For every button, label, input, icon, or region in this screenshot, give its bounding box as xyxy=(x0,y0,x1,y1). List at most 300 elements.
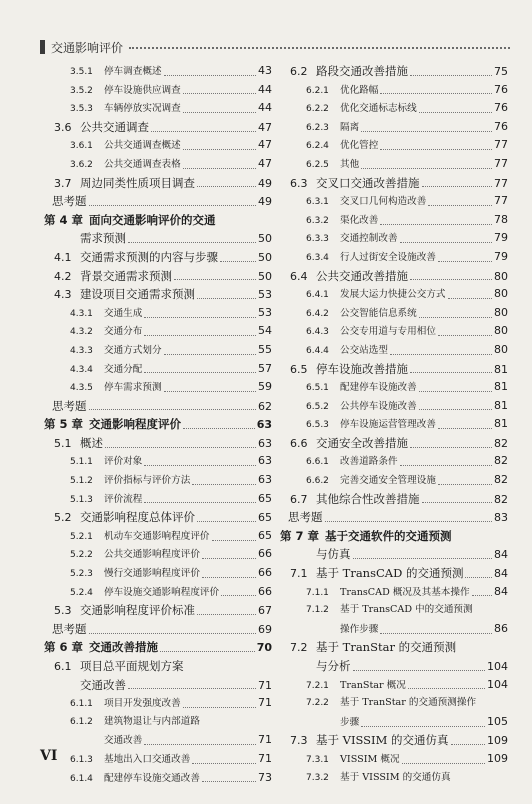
toc-dot-leader xyxy=(144,744,256,745)
toc-entry-title: 停车调查概述 xyxy=(104,66,162,77)
toc-entry-number: 6.1.3 xyxy=(70,754,93,765)
toc-entry xyxy=(280,62,508,81)
toc-entry-page: 49 xyxy=(258,195,272,209)
toc-entry-number: 7.2.2 xyxy=(306,698,329,709)
toc-entry xyxy=(280,211,508,230)
toc-dot-leader xyxy=(438,428,492,429)
toc-entry-page: 80 xyxy=(494,305,508,319)
toc-entry-page: 53 xyxy=(258,288,272,302)
toc-entry xyxy=(280,360,508,379)
toc-entry xyxy=(280,583,508,602)
toc-entry-number: 7.2.1 xyxy=(306,680,329,691)
toc-entry-title: 公共交通调查表格 xyxy=(104,158,181,170)
toc-entry-number: 4.3.3 xyxy=(70,345,93,356)
toc-entry-title: 交通影响程度总体评价 xyxy=(80,510,195,525)
toc-entry xyxy=(44,638,272,657)
toc-entry-title: 交通分配 xyxy=(104,363,143,375)
toc-dot-leader xyxy=(197,614,256,615)
toc-entry-page: 53 xyxy=(258,305,272,319)
toc-entry-page: 65 xyxy=(258,511,272,525)
toc-entry-page: 104 xyxy=(487,677,508,691)
toc-entry-number: 3.6 xyxy=(54,120,72,134)
toc-entry-title: 公共交通调查 xyxy=(80,119,149,134)
toc-entry-title: 交通影响程度评价标准 xyxy=(80,603,195,618)
toc-entry-number: 6.2 xyxy=(290,65,308,78)
toc-entry-title: 建设项目交通需求预测 xyxy=(80,287,195,302)
toc-entry-page: 79 xyxy=(494,249,508,263)
toc-entry-page: 62 xyxy=(258,399,272,413)
toc-entry xyxy=(44,657,272,676)
toc-entry-title: 配建停车设施改善 xyxy=(340,382,417,394)
toc-entry-title: 交通改善措施 xyxy=(89,640,159,655)
toc-dot-leader xyxy=(390,354,492,355)
toc-dot-leader xyxy=(419,409,492,410)
toc-entry-number: 5.2.4 xyxy=(70,587,93,598)
toc-entry-title: 基于交通软件的交通预测 xyxy=(325,528,452,543)
toc-dot-leader xyxy=(151,131,256,132)
toc-dot-leader xyxy=(128,242,256,243)
toc-entry xyxy=(280,545,508,564)
toc-entry xyxy=(280,229,508,248)
toc-dot-leader xyxy=(419,112,492,113)
toc-entry xyxy=(280,192,508,211)
toc-entry-page: 50 xyxy=(258,232,272,246)
toc-entry-page: 44 xyxy=(258,101,272,115)
toc-entry xyxy=(44,676,272,695)
toc-entry-page: 77 xyxy=(494,138,508,152)
toc-entry-number: 6.2.1 xyxy=(306,85,329,96)
toc-entry-page: 66 xyxy=(258,584,272,598)
toc-entry xyxy=(280,397,508,416)
toc-entry-number: 6.2.3 xyxy=(306,122,329,133)
toc-entry-title: 交通需求预测的内容与步骤 xyxy=(80,249,218,264)
header-marker xyxy=(40,40,45,54)
toc-entry-title: 停车设施运营管理改善 xyxy=(340,419,436,431)
toc-entry xyxy=(44,471,272,490)
toc-entry-title: 概述 xyxy=(80,435,103,450)
toc-entry-title: 步骤 xyxy=(340,716,360,728)
toc-entry-title: TranStar 概况 xyxy=(340,679,406,691)
toc-dot-leader xyxy=(192,484,256,485)
toc-entry-page: 43 xyxy=(258,64,272,77)
toc-entry-number: 6.1.4 xyxy=(70,773,93,784)
toc-entry-page: 47 xyxy=(258,120,272,134)
toc-entry xyxy=(44,731,272,750)
toc-entry xyxy=(44,322,272,341)
toc-entry-page: 69 xyxy=(258,622,272,636)
toc-entry xyxy=(280,713,508,732)
toc-entry-number: 6.6.1 xyxy=(306,457,329,468)
toc-entry-number: 3.5.3 xyxy=(70,104,93,115)
toc-entry-page: 77 xyxy=(494,194,508,208)
toc-dot-leader xyxy=(144,317,256,318)
toc-entry xyxy=(280,638,508,657)
toc-dot-leader xyxy=(89,633,257,634)
toc-dot-leader xyxy=(197,186,256,187)
toc-dot-leader xyxy=(361,131,492,132)
toc-entry-title: 面向交通影响评价的交通 xyxy=(89,212,216,227)
toc-entry-number: 7.2 xyxy=(290,641,308,655)
toc-entry xyxy=(280,267,508,286)
toc-entry xyxy=(280,248,508,267)
toc-entry xyxy=(280,118,508,137)
toc-entry-title: 交通改善 xyxy=(80,677,126,692)
toc-dot-leader xyxy=(174,279,256,280)
toc-entry-title: 交通方式划分 xyxy=(104,344,162,356)
toc-entry xyxy=(44,248,272,267)
toc-entry xyxy=(44,434,272,453)
toc-dot-leader xyxy=(192,763,256,764)
toc-dot-leader xyxy=(160,651,255,652)
toc-entry-number: 7.3 xyxy=(290,734,308,748)
toc-entry-title: 周边同类性质项目调查 xyxy=(80,175,195,190)
toc-dot-leader xyxy=(89,409,257,410)
toc-entry xyxy=(280,341,508,360)
toc-entry-title: 交通分布 xyxy=(104,326,143,338)
toc-dot-leader xyxy=(197,521,256,522)
toc-entry xyxy=(44,118,272,137)
toc-entry xyxy=(44,229,272,248)
toc-entry-title: 需求预测 xyxy=(80,231,126,246)
toc-entry xyxy=(44,267,272,286)
toc-entry-page: 83 xyxy=(494,511,508,525)
toc-entry-number: 6.4 xyxy=(290,269,308,283)
toc-entry-title: 慢行交通影响程度评价 xyxy=(104,568,200,580)
toc-dot-leader xyxy=(472,595,492,596)
toc-entry-page: 78 xyxy=(494,212,508,226)
toc-entry-number: 6.5.1 xyxy=(306,383,329,394)
toc-dot-leader xyxy=(353,670,486,671)
toc-entry xyxy=(44,545,272,564)
toc-dot-leader xyxy=(183,112,256,113)
toc-entry-page: 82 xyxy=(494,492,508,506)
toc-entry-number: 6.3 xyxy=(290,176,308,190)
toc-dot-leader xyxy=(380,633,492,634)
toc-entry-number: 3.6.2 xyxy=(70,159,93,170)
toc-entry xyxy=(44,174,272,193)
toc-entry-page: 84 xyxy=(494,548,508,562)
toc-entry-page: 67 xyxy=(258,604,272,618)
toc-entry-page: 63 xyxy=(258,454,272,468)
toc-entry xyxy=(280,415,508,434)
toc-entry-number: 6.4.1 xyxy=(306,290,329,301)
toc-entry-title: 建筑物退让与内部道路 xyxy=(104,715,200,727)
toc-entry-number: 4.3.4 xyxy=(70,364,93,375)
toc-entry-number: 6.3.2 xyxy=(306,215,329,226)
toc-dot-leader xyxy=(144,502,256,503)
toc-entry-page: 86 xyxy=(494,621,508,635)
toc-entry-title: VISSIM 概况 xyxy=(340,753,400,765)
toc-entry-title: 公交站选型 xyxy=(340,344,388,356)
toc-entry-page: 70 xyxy=(256,641,272,655)
toc-dot-leader xyxy=(144,335,256,336)
toc-entry-page: 54 xyxy=(258,324,272,338)
toc-entry-page: 75 xyxy=(494,65,508,78)
toc-entry-number: 6.4.2 xyxy=(306,308,329,319)
toc-entry-page: 71 xyxy=(258,751,272,765)
toc-entry-page: 82 xyxy=(494,454,508,468)
toc-entry-page: 73 xyxy=(258,770,272,784)
toc-entry-page: 59 xyxy=(258,380,272,394)
toc-entry xyxy=(280,155,508,174)
toc-entry-number: 6.3.3 xyxy=(306,234,329,245)
toc-entry-title: 行人过街安全设施改善 xyxy=(340,251,436,263)
toc-dot-leader xyxy=(448,298,492,299)
toc-entry-title: 基于 TranStar 的交通预测操作 xyxy=(340,697,477,709)
toc-entry-title: 配建停车设施交通改善 xyxy=(104,772,200,784)
toc-entry-number: 6.6 xyxy=(290,436,308,450)
toc-dot-leader xyxy=(212,540,256,541)
toc-dot-leader xyxy=(202,781,256,782)
toc-entry xyxy=(44,136,272,155)
toc-entry xyxy=(280,285,508,304)
toc-entry-title: 交通生成 xyxy=(104,307,143,319)
toc-entry-page: 55 xyxy=(258,342,272,356)
toc-dot-leader xyxy=(419,391,492,392)
toc-column-left xyxy=(44,62,272,787)
toc-entry-title: 公交智能信息系统 xyxy=(340,307,417,319)
toc-entry-page: 104 xyxy=(487,660,508,673)
toc-entry-page: 77 xyxy=(494,156,508,170)
toc-entry-number: 6.4.4 xyxy=(306,345,329,356)
toc-entry xyxy=(280,471,508,490)
toc-entry-title: 交叉口几何构造改善 xyxy=(340,196,427,208)
toc-entry-number: 7.1.2 xyxy=(306,605,329,616)
toc-dot-leader xyxy=(183,93,256,94)
toc-dot-leader xyxy=(128,688,256,689)
toc-dot-leader xyxy=(197,298,256,299)
toc-entry-title: 车辆停放实况调查 xyxy=(104,103,181,115)
toc-entry-title: 与分析 xyxy=(316,659,351,673)
toc-entry-title: 公共交通影响程度评价 xyxy=(104,549,200,561)
toc-entry-title: 项目总平面规划方案 xyxy=(80,659,184,673)
toc-entry-number: 5.3 xyxy=(54,604,72,618)
toc-entry-number: 6.5.3 xyxy=(306,420,329,431)
toc-entry xyxy=(44,415,272,434)
toc-entry-page: 76 xyxy=(494,101,508,115)
toc-entry xyxy=(44,211,272,230)
toc-entry xyxy=(44,341,272,360)
toc-entry-title: 停车需求预测 xyxy=(104,382,162,394)
toc-entry-page: 44 xyxy=(258,82,272,96)
toc-entry-number: 6.2.2 xyxy=(306,104,329,115)
toc-entry-title: 停车设施改善措施 xyxy=(316,361,408,376)
toc-entry-number: 3.7 xyxy=(54,176,72,190)
toc-entry xyxy=(44,713,272,732)
toc-column-right xyxy=(280,62,508,787)
toc-entry-number: 5.1 xyxy=(54,436,72,450)
toc-entry-number: 6.3.4 xyxy=(306,252,329,263)
toc-entry xyxy=(280,750,508,769)
toc-dot-leader xyxy=(164,354,256,355)
toc-entry-title: 交通安全改善措施 xyxy=(316,435,408,450)
toc-entry xyxy=(44,527,272,546)
toc-entry xyxy=(280,694,508,713)
toc-entry-page: 47 xyxy=(258,138,272,152)
toc-dot-leader xyxy=(325,521,493,522)
toc-entry-page: 50 xyxy=(258,250,272,264)
toc-entry-title: 项目开发强度改善 xyxy=(104,698,181,710)
toc-entry xyxy=(44,508,272,527)
toc-entry-number: 5.2.2 xyxy=(70,550,93,561)
toc-entry-title: 公共交通改善措施 xyxy=(316,268,408,283)
toc-entry xyxy=(280,378,508,397)
toc-dot-leader xyxy=(183,168,256,169)
toc-dot-leader xyxy=(183,707,256,708)
toc-entry-page: 84 xyxy=(494,584,508,598)
toc-entry-title: 思考题 xyxy=(52,398,87,413)
toc-entry-number: 第 5 章 xyxy=(44,417,84,432)
toc-entry-number: 5.2 xyxy=(54,511,72,525)
toc-entry-number: 6.2.4 xyxy=(306,141,329,152)
toc-entry-number: 6.5.2 xyxy=(306,401,329,412)
toc-dot-leader xyxy=(183,428,255,429)
toc-entry-title: 与仿真 xyxy=(316,547,351,562)
toc-entry-title: 优化管控 xyxy=(340,140,379,152)
toc-dot-leader xyxy=(202,577,256,578)
toc-entry-page: 76 xyxy=(494,82,508,96)
toc-entry-number: 6.5 xyxy=(290,362,308,376)
toc-entry-number: 4.2 xyxy=(54,269,72,283)
toc-entry-number: 第 4 章 xyxy=(44,212,84,227)
toc-entry-title: TransCAD 概况及其基本操作 xyxy=(340,586,470,598)
toc-entry xyxy=(44,378,272,397)
toc-dot-leader xyxy=(105,447,256,448)
toc-dot-leader xyxy=(400,242,492,243)
toc-entry-page: 49 xyxy=(258,176,272,190)
toc-dot-leader xyxy=(438,335,492,336)
toc-entry-number: 6.7 xyxy=(290,492,308,506)
toc-dot-leader xyxy=(220,261,256,262)
toc-entry-number: 第 7 章 xyxy=(280,528,320,543)
toc-entry xyxy=(280,174,508,193)
toc-entry xyxy=(280,81,508,100)
toc-entry-number: 6.2.5 xyxy=(306,159,329,170)
toc-dot-leader xyxy=(451,744,485,745)
toc-entry-title: 基于 TransCAD 中的交通预测 xyxy=(340,604,473,616)
toc-entry xyxy=(280,731,508,750)
toc-entry-title: 机动车交通影响程度评价 xyxy=(104,530,210,542)
toc-entry xyxy=(280,676,508,695)
toc-entry xyxy=(280,564,508,583)
toc-entry-number: 7.1.1 xyxy=(306,587,329,598)
toc-entry-title: 公交专用道与专用相位 xyxy=(340,326,436,338)
toc-entry-number: 4.3.5 xyxy=(70,383,93,394)
toc-entry-page: 80 xyxy=(494,287,508,301)
toc-dot-leader xyxy=(202,558,256,559)
toc-entry xyxy=(44,750,272,769)
toc-entry-title: 渠化改善 xyxy=(340,214,379,226)
toc-entry-title: 路段交通改善措施 xyxy=(316,64,408,78)
toc-entry xyxy=(280,508,508,527)
toc-entry-page: 63 xyxy=(258,473,272,487)
toc-entry-title: 基于 VISSIM 的交通仿真 xyxy=(340,771,451,783)
toc-entry-number: 6.3.1 xyxy=(306,197,329,208)
toc-entry-page: 66 xyxy=(258,547,272,561)
toc-entry-number: 5.1.2 xyxy=(70,476,93,487)
toc-entry-number: 3.6.1 xyxy=(70,141,93,152)
toc-entry-title: 基于 TransCAD 的交通预测 xyxy=(316,566,464,581)
toc-entry-title: 改善道路条件 xyxy=(340,456,398,468)
toc-entry-number: 第 6 章 xyxy=(44,640,84,655)
toc-entry-page: 79 xyxy=(494,231,508,245)
toc-entry xyxy=(44,583,272,602)
toc-dot-leader xyxy=(465,577,492,578)
toc-entry-number: 6.1.2 xyxy=(70,716,93,727)
toc-entry xyxy=(44,601,272,620)
toc-dot-leader xyxy=(380,93,492,94)
toc-entry-page: 82 xyxy=(494,436,508,450)
toc-entry-number: 5.2.1 xyxy=(70,531,93,542)
toc-entry xyxy=(280,601,508,620)
toc-dot-leader xyxy=(419,317,492,318)
toc-entry-title: 停车设施交通影响程度评价 xyxy=(104,586,220,598)
toc-entry-page: 109 xyxy=(487,751,508,765)
toc-entry-page: 109 xyxy=(487,734,508,748)
toc-entry-title: 基于 VISSIM 的交通仿真 xyxy=(316,733,449,748)
toc-dot-leader xyxy=(380,224,492,225)
toc-entry xyxy=(44,285,272,304)
toc-entry xyxy=(280,620,508,639)
toc-entry-title: 优化交通标志标线 xyxy=(340,103,417,115)
toc-entry-page: 84 xyxy=(494,567,508,581)
running-header xyxy=(40,38,510,56)
toc-dot-leader xyxy=(361,726,485,727)
toc-entry-page: 71 xyxy=(258,733,272,747)
toc-entry-number: 6.1 xyxy=(54,660,72,673)
toc-entry xyxy=(280,527,508,546)
toc-entry-title: 基地出入口交通改善 xyxy=(104,753,191,765)
toc-entry-title: 交通控制改善 xyxy=(340,233,398,245)
toc-entry-page: 105 xyxy=(487,714,508,728)
toc-entry xyxy=(44,99,272,118)
toc-entry xyxy=(44,81,272,100)
toc-dot-leader xyxy=(438,484,492,485)
toc-entry xyxy=(44,452,272,471)
toc-entry-title: 其他 xyxy=(340,158,360,170)
toc-entry-number: 4.3 xyxy=(54,288,72,302)
toc-dot-leader xyxy=(422,186,493,187)
toc-entry-page: 63 xyxy=(258,436,272,450)
toc-entry-title: 交通改善 xyxy=(104,735,143,747)
toc-entry-page: 71 xyxy=(258,678,272,692)
toc-entry xyxy=(280,434,508,453)
toc-entry-number: 7.3.2 xyxy=(306,772,329,783)
toc-entry xyxy=(44,397,272,416)
toc-entry-page: 80 xyxy=(494,269,508,283)
toc-entry xyxy=(280,304,508,323)
toc-entry-page: 77 xyxy=(494,176,508,190)
toc-dot-leader xyxy=(221,595,256,596)
toc-entry-title: 背景交通需求预测 xyxy=(80,268,172,283)
toc-entry xyxy=(280,99,508,118)
toc-entry xyxy=(44,564,272,583)
toc-entry xyxy=(280,769,508,788)
toc-entry-number: 6.1.1 xyxy=(70,699,93,710)
toc-entry-page: 65 xyxy=(258,491,272,505)
page-number: VI xyxy=(40,748,58,764)
toc-dot-leader xyxy=(144,465,256,466)
toc-entry-page: 63 xyxy=(256,418,272,432)
toc-dot-leader xyxy=(410,447,492,448)
toc-entry-title: 其他综合性改善措施 xyxy=(316,491,420,506)
toc-entry xyxy=(44,694,272,713)
toc-entry-title: 公共交通调查概述 xyxy=(104,140,181,152)
toc-entry-title: 完善交通安全管理设施 xyxy=(340,475,436,487)
toc-entry-title: 公共停车设施改善 xyxy=(340,400,417,412)
toc-entry-title: 交叉口交通改善措施 xyxy=(316,175,420,190)
toc-entry xyxy=(44,304,272,323)
